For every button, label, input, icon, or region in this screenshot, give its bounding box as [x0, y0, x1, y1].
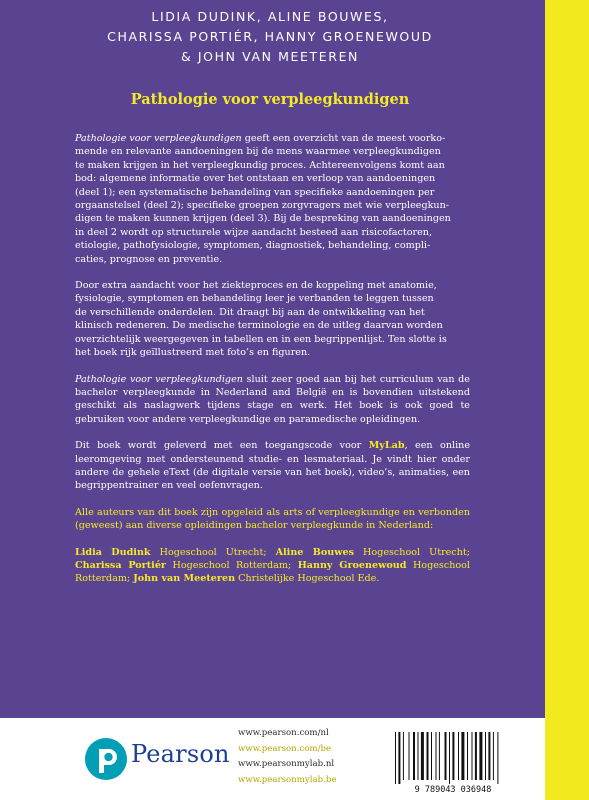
author-school: Hogeschool Rotterdam; — [165, 559, 298, 571]
mylab-name: MyLab — [368, 440, 405, 452]
link-pearson-nl[interactable]: www.pearson.com/nl — [238, 728, 329, 738]
barcode-bar — [493, 732, 494, 780]
barcode-bar — [445, 732, 447, 780]
barcode-bar — [403, 732, 404, 780]
barcode-bar — [452, 732, 454, 780]
paragraph-learning: Door extra aandacht voor het ziekteproces en de koppeling met anatomie, fysiologie, symptomen en behandeling leer je verbanden te leggen tussen de verschillende onderdelen. Dit draagt bij aan de ontwikkeling van het klinisch redeneren. De medische terminologie en de uitleg daarvan worden overzichtelijk weergegeven in tabellen en in een begrippenlijst. Ten slotte is het boek rijk geïllustreerd met foto’s en figuren. — [75, 280, 447, 359]
link-mylab-nl[interactable]: www.pearsonmylab.nl — [238, 759, 335, 769]
barcode-bar — [497, 732, 498, 784]
barcode-bar — [461, 732, 464, 780]
author-names — [60, 7, 480, 67]
author-name: John van Meeteren — [133, 573, 236, 585]
barcode-bar — [475, 732, 477, 780]
spine-stripe — [545, 0, 589, 800]
author-school: Hogeschool Rotterdam; — [75, 559, 471, 585]
link-mylab-be[interactable]: www.pearsonmylab.be — [238, 774, 337, 785]
italic-title: Pathologie voor verpleegkundigen — [75, 133, 242, 144]
barcode-bar — [488, 732, 490, 780]
author-school: Hogeschool Utrecht; — [150, 546, 276, 558]
author-name: Charissa Portiér — [75, 559, 166, 571]
barcode-bar — [427, 732, 429, 780]
author-school: Christelijke Hogeschool Ede. — [235, 573, 380, 585]
blurb — [75, 132, 470, 599]
link-pearson-be[interactable]: www.pearson.com/be — [238, 743, 332, 754]
author-line: LIDIA DUDINK, ALINE BOUWES, — [151, 9, 389, 24]
publisher-footer — [0, 718, 545, 800]
barcode-bar — [485, 732, 486, 780]
barcode-bar — [395, 732, 396, 784]
book-title: Pathologie voor verpleegkundigen — [130, 91, 410, 108]
barcode-bar — [421, 732, 424, 780]
isbn-barcode — [385, 730, 517, 794]
barcode-bar — [467, 732, 468, 780]
barcode-bar — [409, 732, 410, 780]
isbn-digits: 9 789043 036948 — [414, 785, 492, 794]
author-name: Aline Bouwes — [275, 546, 354, 558]
pearson-wordmark: Pearson — [131, 740, 230, 768]
author-name: Hanny Groenewoud — [297, 559, 407, 571]
barcode-bar — [472, 732, 473, 780]
author-line: CHARISSA PORTIÉR, HANNY GROENEWOUD — [107, 29, 433, 44]
author-school: Hogeschool Utrecht; — [354, 546, 470, 558]
barcode-bar — [436, 732, 437, 780]
barcode-bar — [458, 732, 459, 780]
author-name: Lidia Dudink — [75, 546, 151, 558]
barcode-bar — [479, 732, 482, 780]
barcode-bar — [413, 732, 415, 780]
barcode-bar — [398, 732, 400, 784]
barcode-bar — [439, 732, 440, 780]
barcode-bar — [449, 732, 450, 784]
italic-title: Pathologie voor verpleegkundigen — [75, 373, 243, 385]
paragraph-mylab: Dit boek wordt geleverd met een toegangscode voor MyLab, een online leeromgeving met ondersteunend studie- en lesmateriaal. Je vindt hier onder andere de gehele eText (de digitale versie van het boek), video’s, animaties, een begrippentrainer en veel oefenvragen. — [75, 440, 470, 492]
barcode-bar — [431, 732, 432, 780]
website-links — [238, 726, 358, 788]
paragraph-intro: Pathologie voor verpleegkundigen geeft een overzicht van de meest voorko- mende en relevante aandoeningen bij de mens waarmee verpleegkundigen te maken krijgen in het verpleegkundig proces. Achtereenvolgens komt aan bod: algemene informatie over het ontstaan en verloop van aandoeningen (deel 1); een systematische behandeling van specifieke aandoeningen per orgaanstelsel (deel 2); specifieke groepen zorgvragers met wie verpleegkun- digen te maken kunnen krijgen (deel 3). Bij de bespreking van aandoeningen in deel 2 wordt op structurele wijze aandacht besteed aan risicofactoren, etiologie, pathofysiologie, symptomen, diagnostiek, behandeling, compli- caties, prognose en preventie. — [75, 133, 451, 265]
pearson-logo-icon — [85, 738, 127, 780]
barcode-bar — [418, 732, 419, 780]
paragraph-curriculum: Pathologie voor verpleegkundigen sluit zeer goed aan bij het curriculum van de bachelor verpleegkunde in Nederland and België en is bovendien uitstekend geschikt als naslagwerk tijdens stage en werk. Het boek is ook goed te gebruiken voor andere verpleegkundige en paramedische opleidingen. — [75, 373, 470, 425]
author-affiliations — [75, 546, 470, 586]
paragraph-authors-intro: Alle auteurs van dit boek zijn opgeleid als arts of verpleegkundige en verbonden (geweest) aan diverse opleidingen bachelor verpleegkunde in Nederland: — [75, 506, 470, 532]
author-line: & JOHN VAN MEETEREN — [180, 49, 360, 64]
